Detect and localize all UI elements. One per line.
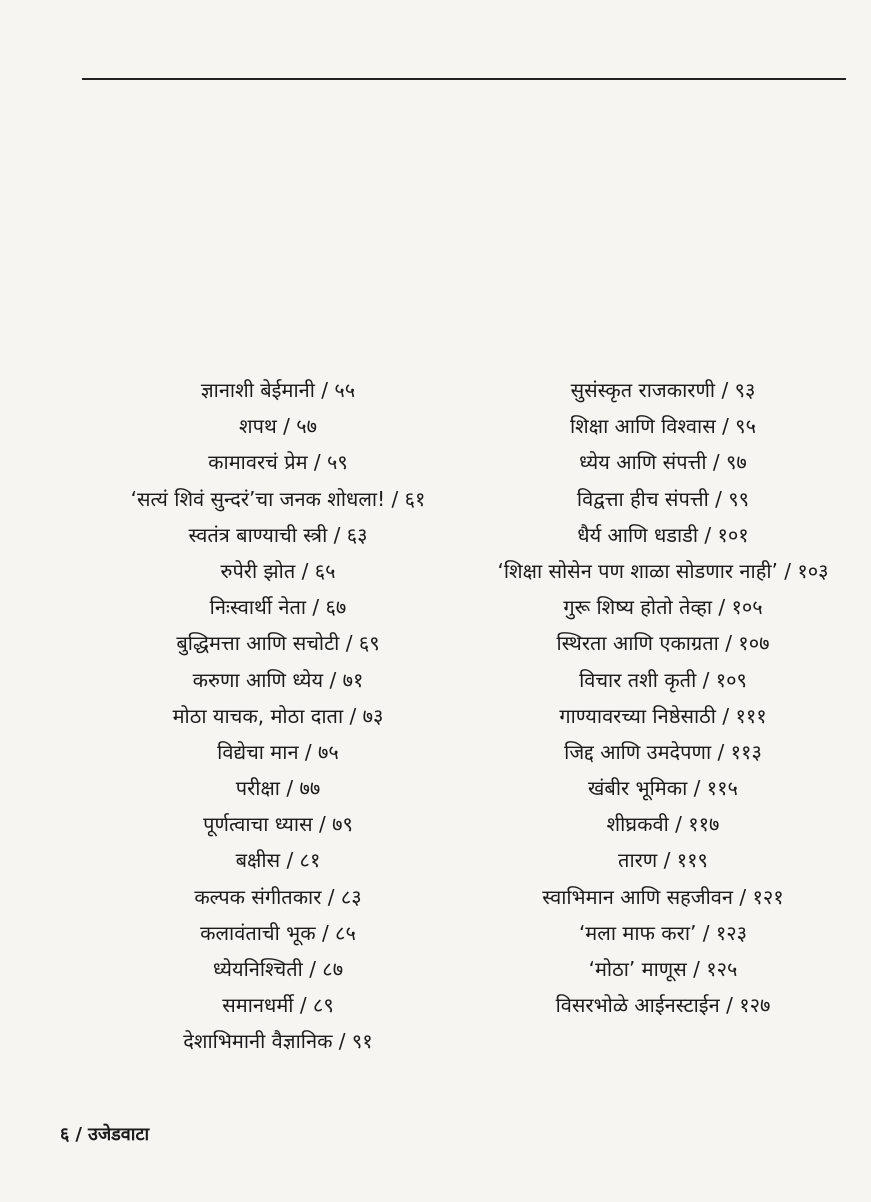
toc-entry (108, 625, 448, 661)
toc-entry-title: समानधर्मी (222, 993, 294, 1018)
toc-entry-title: करुणा आणि ध्येय (192, 667, 324, 692)
toc-entry (108, 951, 448, 987)
toc-entry-page: ८९ (312, 993, 334, 1018)
toc-entry-page: १२३ (715, 920, 748, 945)
toc-entry-title: स्वतंत्र बाण्याची स्त्री (188, 522, 328, 547)
toc-entry-separator: / (343, 703, 363, 728)
toc-entry (108, 879, 448, 915)
toc-entry (468, 987, 858, 1023)
toc-entry-page: ९१ (351, 1029, 373, 1054)
toc-entry-title: विसरभोळे आईनस्टाईन (555, 993, 720, 1018)
toc-entry (468, 951, 858, 987)
toc-entry-page: ९७ (726, 450, 747, 475)
toc-entry-title: ज्ञानाशी बेईमानी (200, 378, 315, 402)
toc-entry-separator: / (715, 414, 736, 439)
toc-entry-separator: / (306, 595, 326, 620)
toc-entry-title: पूर्णत्वाचा ध्यास (203, 812, 313, 837)
toc-entry (108, 987, 448, 1023)
toc-entry (108, 1023, 448, 1059)
toc-entry-page: ८५ (335, 920, 356, 945)
toc-entry-page: १०९ (715, 667, 747, 692)
toc-entry (108, 517, 448, 553)
toc-entry-separator: / (298, 739, 319, 764)
toc-entry-separator: / (708, 486, 729, 511)
toc-entry-title: बुद्धिमत्ता आणि सचोटी (176, 631, 340, 656)
toc-entry-separator: / (295, 558, 315, 583)
toc-entry-separator: / (293, 993, 313, 1018)
toc-entry-separator: / (307, 450, 328, 475)
toc-entry-page: १११ (735, 703, 767, 728)
toc-entry (468, 734, 858, 770)
toc-entry (108, 698, 448, 734)
toc-entry-title: ‘सत्यं शिवं सुन्दरं’चा जनक शोधला! (130, 486, 386, 511)
toc-entry-separator: / (706, 450, 727, 475)
toc-entry-title: शीघ्रकवी (606, 812, 669, 837)
toc-entry-title: ध्येय आणि संपत्ती (579, 450, 707, 475)
toc-entry-page: ६१ (404, 486, 426, 511)
toc-entry-page: ९३ (734, 378, 756, 402)
toc-entry (468, 770, 858, 806)
toc-entry-separator: / (719, 993, 740, 1018)
toc-entry (108, 589, 448, 625)
toc-entry (108, 662, 448, 698)
toc-entry (468, 625, 858, 661)
toc-entry-title: विचार तशी कृती (579, 667, 697, 692)
toc-entry-page: ६५ (314, 558, 336, 583)
toc-entry-separator: / (332, 1029, 352, 1054)
toc-entry-separator: / (733, 884, 753, 909)
toc-entry (108, 408, 448, 444)
toc-entry (108, 372, 448, 408)
toc-entry-separator: / (718, 631, 739, 656)
toc-entry-page: ९५ (735, 414, 756, 439)
toc-entry (468, 842, 858, 878)
toc-entry-title: देशाभिमानी वैज्ञानिक (183, 1029, 333, 1054)
toc-entry-title: जिद्द आणि उमदेपणा (564, 739, 712, 764)
toc-entry-separator: / (339, 631, 359, 656)
toc-entry (468, 408, 858, 444)
toc-entry (468, 879, 858, 915)
toc-entry-page: ११७ (688, 812, 720, 837)
toc-entry-separator: / (696, 667, 716, 692)
toc-entry-page: ७१ (342, 667, 364, 692)
toc-entry (468, 698, 858, 734)
toc-entry-title: विद्वत्ता हीच संपत्ती (576, 486, 709, 511)
toc-entry-title: खंबीर भूमिका (588, 776, 688, 801)
toc-entry (468, 517, 858, 553)
toc-entry-title: गाण्यावरच्या निष्ठेसाठी (559, 703, 716, 728)
toc-entry-page: ६७ (325, 595, 347, 620)
toc-entry-title: कलावंताची भूक (200, 920, 316, 945)
toc-entry-title: गुरू शिष्य होतो तेव्हा (563, 595, 713, 620)
toc-entry (468, 372, 858, 408)
toc-entry-separator: / (715, 378, 735, 402)
toc-entry-page: १०७ (738, 631, 770, 656)
toc-entry-page: ७५ (318, 739, 339, 764)
toc-entry (108, 553, 448, 589)
toc-entry-page: ११५ (706, 776, 738, 801)
toc-entry (468, 662, 858, 698)
toc-entry (108, 444, 448, 480)
toc-entry-title: स्थिरता आणि एकाग्रता (556, 631, 719, 656)
toc-entry-page: ७९ (332, 812, 353, 837)
toc-entry (108, 806, 448, 842)
toc-entry-separator: / (715, 703, 736, 728)
toc-entry (108, 770, 448, 806)
toc-entry-title: मोठा याचक, मोठा दाता (172, 703, 344, 728)
toc-entry (108, 481, 448, 517)
toc-entry-separator: / (698, 522, 718, 547)
toc-entry (468, 806, 858, 842)
toc-entry (108, 915, 448, 951)
toc-entry (108, 842, 448, 878)
toc-entry-separator: / (321, 884, 341, 909)
toc-entry-title: बक्षीस (235, 848, 281, 873)
toc-entry-title: ‘मला माफ करा’ (578, 920, 697, 945)
toc-entry-page: ५७ (296, 414, 317, 439)
toc-entry-title: ‘मोठा’ माणूस (588, 957, 687, 981)
toc-entry-separator: / (276, 414, 297, 439)
toc-entry-separator: / (687, 776, 707, 801)
toc-entry-separator: / (385, 486, 405, 511)
toc-entry-title: तारण (618, 848, 658, 873)
toc-entry (468, 915, 858, 951)
toc-entry-page: ५५ (334, 378, 356, 402)
toc-entry-separator: / (657, 848, 677, 873)
toc-entry (108, 734, 448, 770)
toc-entry-page: १०५ (731, 595, 763, 620)
page-footer (60, 1122, 149, 1146)
toc-entry-page: १२७ (739, 993, 771, 1018)
toc-entry-title: ‘शिक्षा सोसेन पण शाळा सोडणार नाही’ (497, 558, 778, 583)
toc-entry-separator: / (323, 667, 343, 692)
toc-entry-page: ७७ (299, 776, 321, 801)
toc-entry-page: ७३ (362, 703, 384, 728)
toc-entry-page: ११९ (676, 848, 708, 873)
toc-entry-page: १०३ (797, 558, 829, 583)
toc-entry-separator: / (327, 522, 347, 547)
toc-entry-separator: / (777, 558, 798, 583)
footer-page-number: ६ (60, 1124, 70, 1145)
toc-entry-page: १०१ (717, 522, 749, 547)
toc-entry-title: रुपेरी झोत (220, 558, 296, 583)
toc-entry-title: ध्येयनिश्चिती (212, 957, 303, 981)
toc-entry-page: १२१ (752, 884, 784, 909)
toc-entry-page: ८१ (299, 848, 321, 873)
toc-entry-page: ९९ (728, 486, 750, 511)
toc-entry-separator: / (711, 739, 731, 764)
toc-entry-title: कल्पक संगीतकार (194, 884, 322, 909)
toc-right-column (468, 372, 858, 1023)
footer-book-title: उजेडवाटा (87, 1124, 150, 1145)
toc-entry-title: निःस्वार्थी नेता (209, 595, 307, 620)
toc-entry-page: ६९ (358, 631, 380, 656)
toc-entry-page: १२५ (706, 957, 738, 981)
toc-entry (468, 481, 858, 517)
toc-entry (468, 553, 858, 589)
toc-entry-page: ११३ (730, 739, 762, 764)
toc-entry-separator: / (712, 595, 732, 620)
toc-entry-page: ५९ (327, 450, 348, 475)
toc-entry (468, 589, 858, 625)
toc-entry-title: कामावरचं प्रेम (208, 450, 308, 475)
toc-entry-separator: / (314, 378, 335, 402)
toc-entry-page: ८७ (322, 957, 344, 981)
toc-left-column (108, 372, 448, 1060)
toc-entry-separator: / (696, 920, 716, 945)
toc-entry-title: शिक्षा आणि विश्वास (570, 414, 716, 439)
toc-entry-separator: / (279, 776, 300, 801)
toc-entry-page: ६३ (346, 522, 368, 547)
toc-entry-separator: / (312, 812, 333, 837)
toc-entry-separator: / (668, 812, 689, 837)
toc-entry-title: परीक्षा (235, 776, 280, 801)
toc-entry-title: स्वाभिमान आणि सहजीवन (542, 884, 734, 909)
toc-entry-title: सुसंस्कृत राजकारणी (570, 378, 716, 402)
footer-separator: / (75, 1124, 82, 1145)
toc-entry-separator: / (686, 957, 707, 981)
header-rule (82, 78, 846, 80)
toc-entry-title: शपथ (238, 414, 277, 439)
toc-entry-title: विद्येचा मान (217, 739, 299, 764)
toc-entry (468, 444, 858, 480)
toc-entry-separator: / (280, 848, 300, 873)
toc-entry-title: धैर्य आणि धडाडी (577, 522, 699, 547)
toc-entry-page: ८३ (340, 884, 362, 909)
toc-entry-separator: / (315, 920, 336, 945)
toc-entry-separator: / (302, 957, 323, 981)
